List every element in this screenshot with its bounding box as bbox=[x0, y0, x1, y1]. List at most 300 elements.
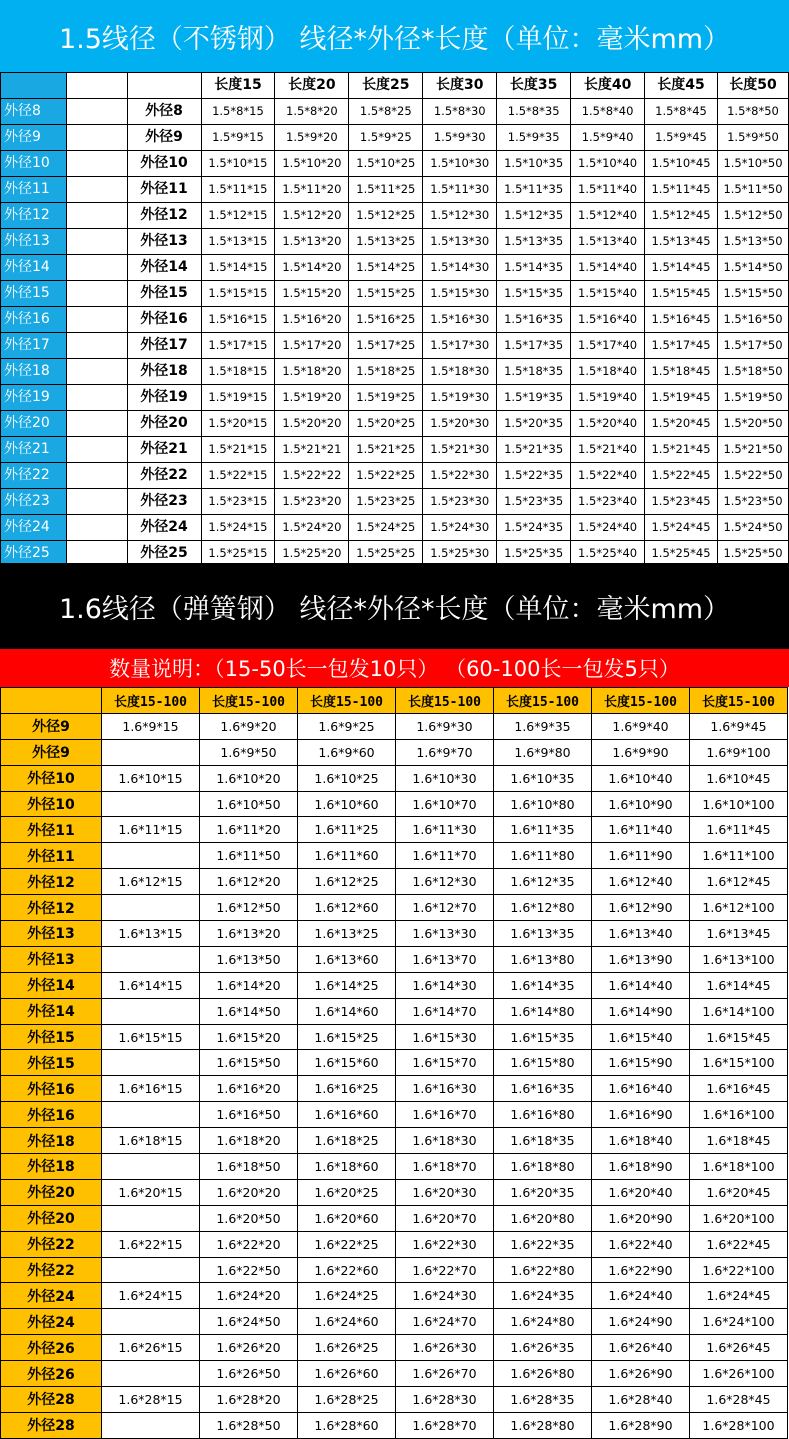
table-cell: 1.6*12*60 bbox=[298, 895, 396, 921]
table-cell: 1.5*16*35 bbox=[497, 307, 571, 333]
table-cell: 1.5*22*35 bbox=[497, 463, 571, 489]
table-row bbox=[1, 125, 789, 151]
table-cell: 1.6*24*35 bbox=[494, 1283, 592, 1309]
table-row bbox=[1, 869, 788, 895]
table-cell: 1.5*22*15 bbox=[201, 463, 275, 489]
table-cell bbox=[102, 1154, 200, 1180]
table-cell bbox=[102, 1361, 200, 1387]
table-cell: 1.6*14*35 bbox=[494, 972, 592, 998]
table-cell: 1.5*23*35 bbox=[497, 489, 571, 515]
table-cell: 1.6*24*50 bbox=[200, 1309, 298, 1335]
table-cell: 1.6*14*100 bbox=[690, 998, 788, 1024]
table-cell: 1.6*15*100 bbox=[690, 1050, 788, 1076]
table-cell: 1.6*20*40 bbox=[592, 1179, 690, 1205]
table-cell: 1.5*11*15 bbox=[201, 177, 275, 203]
row-name: 外径15 bbox=[127, 281, 201, 307]
table-row bbox=[1, 229, 789, 255]
table-cell: 1.6*24*20 bbox=[200, 1283, 298, 1309]
table-cell: 1.5*22*25 bbox=[349, 463, 423, 489]
table-cell: 1.5*9*50 bbox=[717, 125, 788, 151]
row-name: 外径11 bbox=[127, 177, 201, 203]
table-cell: 1.5*10*15 bbox=[201, 151, 275, 177]
table-cell: 1.6*24*60 bbox=[298, 1309, 396, 1335]
row-label: 外径8 bbox=[1, 99, 67, 125]
row-label: 外径16 bbox=[1, 307, 67, 333]
table-cell: 1.6*11*15 bbox=[102, 817, 200, 843]
column-header: 长度40 bbox=[571, 73, 645, 99]
table-cell: 1.6*11*90 bbox=[592, 843, 690, 869]
table-cell bbox=[102, 895, 200, 921]
table-cell: 1.6*20*80 bbox=[494, 1205, 592, 1231]
table-cell: 1.6*20*100 bbox=[690, 1205, 788, 1231]
table-cell: 1.5*23*20 bbox=[275, 489, 349, 515]
table-cell: 1.5*18*40 bbox=[571, 359, 645, 385]
row-label: 外径19 bbox=[1, 385, 67, 411]
table-cell: 1.5*19*15 bbox=[201, 385, 275, 411]
column-header: 长度25 bbox=[349, 73, 423, 99]
table-cell: 1.5*21*30 bbox=[423, 437, 497, 463]
column-header: 长度30 bbox=[423, 73, 497, 99]
table-cell: 1.6*22*70 bbox=[396, 1257, 494, 1283]
table-cell: 1.6*16*35 bbox=[494, 1076, 592, 1102]
table-cell: 1.6*24*40 bbox=[592, 1283, 690, 1309]
table-cell: 1.5*18*30 bbox=[423, 359, 497, 385]
table-cell: 1.5*21*45 bbox=[645, 437, 718, 463]
table-cell: 1.6*15*35 bbox=[494, 1024, 592, 1050]
table-cell: 1.5*24*20 bbox=[275, 515, 349, 541]
row-label: 外径16 bbox=[1, 1102, 102, 1128]
empty-cell bbox=[66, 99, 127, 125]
table-row bbox=[1, 333, 789, 359]
table-cell: 1.6*11*20 bbox=[200, 817, 298, 843]
table-cell bbox=[102, 1205, 200, 1231]
column-header: 长度15-100 bbox=[396, 688, 494, 714]
table-cell: 1.5*20*40 bbox=[571, 411, 645, 437]
table-cell: 1.5*13*20 bbox=[275, 229, 349, 255]
table-cell: 1.6*10*35 bbox=[494, 765, 592, 791]
table-cell: 1.5*8*25 bbox=[349, 99, 423, 125]
table-cell: 1.6*15*90 bbox=[592, 1050, 690, 1076]
table-cell: 1.6*12*100 bbox=[690, 895, 788, 921]
row-label: 外径24 bbox=[1, 515, 67, 541]
table-cell: 1.6*14*15 bbox=[102, 972, 200, 998]
empty-cell bbox=[66, 255, 127, 281]
table-cell: 1.5*14*15 bbox=[201, 255, 275, 281]
table-cell: 1.5*11*40 bbox=[571, 177, 645, 203]
table-cell: 1.6*15*15 bbox=[102, 1024, 200, 1050]
row-label: 外径14 bbox=[1, 972, 102, 998]
table-cell bbox=[102, 998, 200, 1024]
table-row bbox=[1, 1128, 788, 1154]
row-label: 外径12 bbox=[1, 203, 67, 229]
table-cell: 1.5*8*35 bbox=[497, 99, 571, 125]
table-cell: 1.6*28*90 bbox=[592, 1412, 690, 1438]
table-cell: 1.6*12*35 bbox=[494, 869, 592, 895]
table-row bbox=[1, 1076, 788, 1102]
table-cell: 1.6*20*30 bbox=[396, 1179, 494, 1205]
table-cell: 1.5*11*50 bbox=[717, 177, 788, 203]
row-label: 外径9 bbox=[1, 713, 102, 739]
table-cell: 1.5*14*45 bbox=[645, 255, 718, 281]
row-label: 外径9 bbox=[1, 125, 67, 151]
table-cell: 1.6*11*100 bbox=[690, 843, 788, 869]
table-cell: 1.6*28*80 bbox=[494, 1412, 592, 1438]
table-cell: 1.6*9*20 bbox=[200, 713, 298, 739]
empty-cell bbox=[66, 515, 127, 541]
row-label: 外径23 bbox=[1, 489, 67, 515]
row-label: 外径22 bbox=[1, 463, 67, 489]
table-cell: 1.5*22*50 bbox=[717, 463, 788, 489]
column-header: 长度50 bbox=[717, 73, 788, 99]
table-cell: 1.5*19*25 bbox=[349, 385, 423, 411]
header-blank-cell bbox=[127, 73, 201, 99]
table-cell: 1.5*18*20 bbox=[275, 359, 349, 385]
column-header: 长度20 bbox=[275, 73, 349, 99]
table-cell: 1.5*11*45 bbox=[645, 177, 718, 203]
table-cell: 1.6*26*30 bbox=[396, 1335, 494, 1361]
table-cell: 1.6*12*50 bbox=[200, 895, 298, 921]
table-cell: 1.6*12*20 bbox=[200, 869, 298, 895]
row-name: 外径25 bbox=[127, 541, 201, 567]
table-cell: 1.6*16*25 bbox=[298, 1076, 396, 1102]
table-row bbox=[1, 203, 789, 229]
table-cell: 1.6*13*60 bbox=[298, 946, 396, 972]
row-name: 外径14 bbox=[127, 255, 201, 281]
row-name: 外径19 bbox=[127, 385, 201, 411]
table-cell: 1.5*9*25 bbox=[349, 125, 423, 151]
row-label: 外径10 bbox=[1, 791, 102, 817]
table-cell: 1.6*20*90 bbox=[592, 1205, 690, 1231]
table-cell: 1.5*17*15 bbox=[201, 333, 275, 359]
table-cell: 1.5*16*20 bbox=[275, 307, 349, 333]
table-cell: 1.5*24*15 bbox=[201, 515, 275, 541]
table-cell: 1.6*11*35 bbox=[494, 817, 592, 843]
table-row bbox=[1, 921, 788, 947]
table-cell: 1.6*11*50 bbox=[200, 843, 298, 869]
table-cell: 1.6*14*80 bbox=[494, 998, 592, 1024]
table-cell: 1.6*15*80 bbox=[494, 1050, 592, 1076]
table-cell bbox=[102, 1050, 200, 1076]
table-cell: 1.6*18*40 bbox=[592, 1128, 690, 1154]
table-cell: 1.5*10*50 bbox=[717, 151, 788, 177]
table-cell: 1.6*18*50 bbox=[200, 1154, 298, 1180]
row-name: 外径22 bbox=[127, 463, 201, 489]
table-cell: 1.5*25*35 bbox=[497, 541, 571, 567]
row-name: 外径8 bbox=[127, 99, 201, 125]
table-row bbox=[1, 972, 788, 998]
table-cell: 1.6*18*35 bbox=[494, 1128, 592, 1154]
table-cell bbox=[102, 791, 200, 817]
table-cell: 1.5*12*30 bbox=[423, 203, 497, 229]
table-cell: 1.6*13*30 bbox=[396, 921, 494, 947]
row-name: 外径9 bbox=[127, 125, 201, 151]
column-header: 长度15-100 bbox=[298, 688, 396, 714]
row-label: 外径26 bbox=[1, 1361, 102, 1387]
table-cell: 1.5*8*45 bbox=[645, 99, 718, 125]
table-cell: 1.5*15*40 bbox=[571, 281, 645, 307]
table-cell: 1.6*9*80 bbox=[494, 739, 592, 765]
empty-cell bbox=[66, 489, 127, 515]
table-cell: 1.6*16*60 bbox=[298, 1102, 396, 1128]
column-header: 长度15-100 bbox=[690, 688, 788, 714]
table-cell: 1.6*10*90 bbox=[592, 791, 690, 817]
table-cell: 1.6*26*20 bbox=[200, 1335, 298, 1361]
table-row bbox=[1, 1412, 788, 1438]
header-blank-cell bbox=[1, 73, 67, 99]
table-row bbox=[1, 1050, 788, 1076]
table-cell: 1.6*12*15 bbox=[102, 869, 200, 895]
table-cell: 1.5*11*25 bbox=[349, 177, 423, 203]
row-name: 外径17 bbox=[127, 333, 201, 359]
column-header: 长度15-100 bbox=[494, 688, 592, 714]
table-cell: 1.5*21*21 bbox=[275, 437, 349, 463]
table-cell: 1.6*14*50 bbox=[200, 998, 298, 1024]
quantity-note: 数量说明：（15-50长一包发10只） （60-100长一包发5只） bbox=[0, 649, 789, 687]
table-cell: 1.6*11*40 bbox=[592, 817, 690, 843]
row-name: 外径18 bbox=[127, 359, 201, 385]
table-cell: 1.5*16*25 bbox=[349, 307, 423, 333]
table-cell: 1.5*24*45 bbox=[645, 515, 718, 541]
row-label: 外径24 bbox=[1, 1309, 102, 1335]
table-cell: 1.6*28*70 bbox=[396, 1412, 494, 1438]
table-cell: 1.5*10*45 bbox=[645, 151, 718, 177]
table-cell: 1.6*10*25 bbox=[298, 765, 396, 791]
table-row bbox=[1, 515, 789, 541]
table-cell: 1.6*14*70 bbox=[396, 998, 494, 1024]
row-label: 外径11 bbox=[1, 177, 67, 203]
section2-table bbox=[0, 687, 788, 1439]
table-cell: 1.5*13*35 bbox=[497, 229, 571, 255]
table-cell: 1.6*14*30 bbox=[396, 972, 494, 998]
table-cell: 1.5*12*25 bbox=[349, 203, 423, 229]
table-cell: 1.5*12*35 bbox=[497, 203, 571, 229]
table-cell: 1.6*26*35 bbox=[494, 1335, 592, 1361]
table-cell: 1.6*9*90 bbox=[592, 739, 690, 765]
table-cell: 1.6*15*25 bbox=[298, 1024, 396, 1050]
table-cell: 1.6*28*40 bbox=[592, 1387, 690, 1413]
table-cell: 1.5*14*20 bbox=[275, 255, 349, 281]
row-name: 外径16 bbox=[127, 307, 201, 333]
table-cell: 1.6*26*80 bbox=[494, 1361, 592, 1387]
table-cell: 1.5*23*15 bbox=[201, 489, 275, 515]
table-cell: 1.5*12*40 bbox=[571, 203, 645, 229]
table-cell: 1.5*16*40 bbox=[571, 307, 645, 333]
table-cell: 1.6*22*90 bbox=[592, 1257, 690, 1283]
table-cell: 1.6*18*70 bbox=[396, 1154, 494, 1180]
table-cell: 1.5*24*30 bbox=[423, 515, 497, 541]
table-cell: 1.6*22*20 bbox=[200, 1231, 298, 1257]
table-cell: 1.6*20*25 bbox=[298, 1179, 396, 1205]
table-cell: 1.5*8*20 bbox=[275, 99, 349, 125]
table-cell: 1.6*24*90 bbox=[592, 1309, 690, 1335]
table-cell: 1.6*20*60 bbox=[298, 1205, 396, 1231]
table-cell: 1.5*20*30 bbox=[423, 411, 497, 437]
row-label: 外径24 bbox=[1, 1283, 102, 1309]
row-label: 外径25 bbox=[1, 541, 67, 567]
table-row bbox=[1, 99, 789, 125]
table-row bbox=[1, 765, 788, 791]
table-cell: 1.6*14*45 bbox=[690, 972, 788, 998]
table-cell: 1.5*11*20 bbox=[275, 177, 349, 203]
table-cell: 1.5*20*35 bbox=[497, 411, 571, 437]
table-cell: 1.6*20*70 bbox=[396, 1205, 494, 1231]
table-cell: 1.6*14*25 bbox=[298, 972, 396, 998]
table-cell: 1.6*22*50 bbox=[200, 1257, 298, 1283]
table-cell: 1.5*19*50 bbox=[717, 385, 788, 411]
table-row bbox=[1, 713, 788, 739]
table-row bbox=[1, 1361, 788, 1387]
section2-title: 1.6线径（弹簧钢） 线径*外径*长度（单位：毫米mm） bbox=[0, 563, 789, 649]
table-row bbox=[1, 489, 789, 515]
table-cell: 1.6*16*20 bbox=[200, 1076, 298, 1102]
table-cell: 1.6*16*90 bbox=[592, 1102, 690, 1128]
table-cell: 1.5*19*20 bbox=[275, 385, 349, 411]
table-row bbox=[1, 946, 788, 972]
table-cell: 1.6*13*45 bbox=[690, 921, 788, 947]
table-row bbox=[1, 255, 789, 281]
table-row bbox=[1, 1257, 788, 1283]
table-cell: 1.6*18*15 bbox=[102, 1128, 200, 1154]
table-cell: 1.6*26*90 bbox=[592, 1361, 690, 1387]
table-cell: 1.6*9*100 bbox=[690, 739, 788, 765]
table-cell: 1.5*23*50 bbox=[717, 489, 788, 515]
table-cell: 1.6*28*100 bbox=[690, 1412, 788, 1438]
table-cell: 1.6*13*70 bbox=[396, 946, 494, 972]
table-cell: 1.5*17*35 bbox=[497, 333, 571, 359]
table-cell: 1.6*11*60 bbox=[298, 843, 396, 869]
empty-cell bbox=[66, 385, 127, 411]
row-label: 外径20 bbox=[1, 411, 67, 437]
table-cell: 1.6*9*25 bbox=[298, 713, 396, 739]
table-cell: 1.6*16*40 bbox=[592, 1076, 690, 1102]
table-cell: 1.6*10*15 bbox=[102, 765, 200, 791]
table-row bbox=[1, 1387, 788, 1413]
table-cell: 1.6*9*60 bbox=[298, 739, 396, 765]
table-cell: 1.5*21*40 bbox=[571, 437, 645, 463]
table-cell: 1.5*13*50 bbox=[717, 229, 788, 255]
row-label: 外径13 bbox=[1, 946, 102, 972]
table-cell: 1.6*20*50 bbox=[200, 1205, 298, 1231]
row-label: 外径22 bbox=[1, 1231, 102, 1257]
table-cell: 1.5*15*50 bbox=[717, 281, 788, 307]
table-cell: 1.6*10*50 bbox=[200, 791, 298, 817]
table-row bbox=[1, 1154, 788, 1180]
row-label: 外径9 bbox=[1, 739, 102, 765]
table-cell: 1.5*20*25 bbox=[349, 411, 423, 437]
table-cell: 1.6*12*80 bbox=[494, 895, 592, 921]
table-cell: 1.6*15*60 bbox=[298, 1050, 396, 1076]
table-row bbox=[1, 1205, 788, 1231]
row-name: 外径12 bbox=[127, 203, 201, 229]
table-cell: 1.6*24*70 bbox=[396, 1309, 494, 1335]
empty-cell bbox=[66, 463, 127, 489]
table-cell: 1.6*13*20 bbox=[200, 921, 298, 947]
row-label: 外径13 bbox=[1, 229, 67, 255]
empty-cell bbox=[66, 203, 127, 229]
table-row bbox=[1, 998, 788, 1024]
row-label: 外径17 bbox=[1, 333, 67, 359]
table-cell: 1.6*22*35 bbox=[494, 1231, 592, 1257]
table-row bbox=[1, 1283, 788, 1309]
table-cell: 1.5*14*25 bbox=[349, 255, 423, 281]
table-cell: 1.6*26*50 bbox=[200, 1361, 298, 1387]
row-label: 外径20 bbox=[1, 1179, 102, 1205]
table-cell: 1.5*21*50 bbox=[717, 437, 788, 463]
table-cell: 1.5*25*20 bbox=[275, 541, 349, 567]
table-cell: 1.6*26*40 bbox=[592, 1335, 690, 1361]
table-cell: 1.6*18*90 bbox=[592, 1154, 690, 1180]
table-cell: 1.6*24*45 bbox=[690, 1283, 788, 1309]
table-cell: 1.6*22*45 bbox=[690, 1231, 788, 1257]
table-cell: 1.6*13*50 bbox=[200, 946, 298, 972]
empty-cell bbox=[66, 359, 127, 385]
row-label: 外径14 bbox=[1, 998, 102, 1024]
table-cell: 1.5*22*40 bbox=[571, 463, 645, 489]
row-label: 外径15 bbox=[1, 1050, 102, 1076]
table-cell: 1.5*23*30 bbox=[423, 489, 497, 515]
table-cell: 1.6*12*25 bbox=[298, 869, 396, 895]
table-cell: 1.5*25*30 bbox=[423, 541, 497, 567]
table-cell: 1.5*14*40 bbox=[571, 255, 645, 281]
table-cell: 1.6*20*15 bbox=[102, 1179, 200, 1205]
table-cell bbox=[102, 1257, 200, 1283]
table-cell: 1.5*8*50 bbox=[717, 99, 788, 125]
table-cell: 1.6*28*30 bbox=[396, 1387, 494, 1413]
table-cell: 1.5*16*45 bbox=[645, 307, 718, 333]
table-cell: 1.6*22*100 bbox=[690, 1257, 788, 1283]
table-row bbox=[1, 177, 789, 203]
row-name: 外径24 bbox=[127, 515, 201, 541]
row-label: 外径12 bbox=[1, 895, 102, 921]
row-label: 外径28 bbox=[1, 1412, 102, 1438]
row-label: 外径10 bbox=[1, 151, 67, 177]
table-cell: 1.5*18*15 bbox=[201, 359, 275, 385]
table-cell: 1.5*9*40 bbox=[571, 125, 645, 151]
table-cell: 1.5*24*50 bbox=[717, 515, 788, 541]
table-cell: 1.6*16*100 bbox=[690, 1102, 788, 1128]
row-label: 外径22 bbox=[1, 1257, 102, 1283]
row-label: 外径18 bbox=[1, 1154, 102, 1180]
row-name: 外径23 bbox=[127, 489, 201, 515]
table-cell: 1.5*24*35 bbox=[497, 515, 571, 541]
table-row bbox=[1, 1102, 788, 1128]
column-header: 长度15-100 bbox=[200, 688, 298, 714]
table-cell: 1.6*16*70 bbox=[396, 1102, 494, 1128]
table-cell: 1.6*26*100 bbox=[690, 1361, 788, 1387]
table-cell: 1.5*17*40 bbox=[571, 333, 645, 359]
table-cell: 1.5*25*25 bbox=[349, 541, 423, 567]
table-cell: 1.6*26*25 bbox=[298, 1335, 396, 1361]
table-cell: 1.6*22*30 bbox=[396, 1231, 494, 1257]
row-name: 外径21 bbox=[127, 437, 201, 463]
table-cell: 1.6*18*30 bbox=[396, 1128, 494, 1154]
table-cell: 1.5*24*25 bbox=[349, 515, 423, 541]
table-cell: 1.6*20*45 bbox=[690, 1179, 788, 1205]
table-cell bbox=[102, 1412, 200, 1438]
table-cell: 1.6*18*25 bbox=[298, 1128, 396, 1154]
row-label: 外径20 bbox=[1, 1205, 102, 1231]
table-cell: 1.5*9*45 bbox=[645, 125, 718, 151]
table-cell: 1.6*10*40 bbox=[592, 765, 690, 791]
table-cell: 1.6*22*25 bbox=[298, 1231, 396, 1257]
table-cell: 1.5*10*20 bbox=[275, 151, 349, 177]
table-cell: 1.6*13*35 bbox=[494, 921, 592, 947]
table-cell: 1.6*28*45 bbox=[690, 1387, 788, 1413]
table-cell: 1.5*13*40 bbox=[571, 229, 645, 255]
table-cell: 1.6*13*90 bbox=[592, 946, 690, 972]
table-cell: 1.6*16*45 bbox=[690, 1076, 788, 1102]
table-cell: 1.6*24*25 bbox=[298, 1283, 396, 1309]
